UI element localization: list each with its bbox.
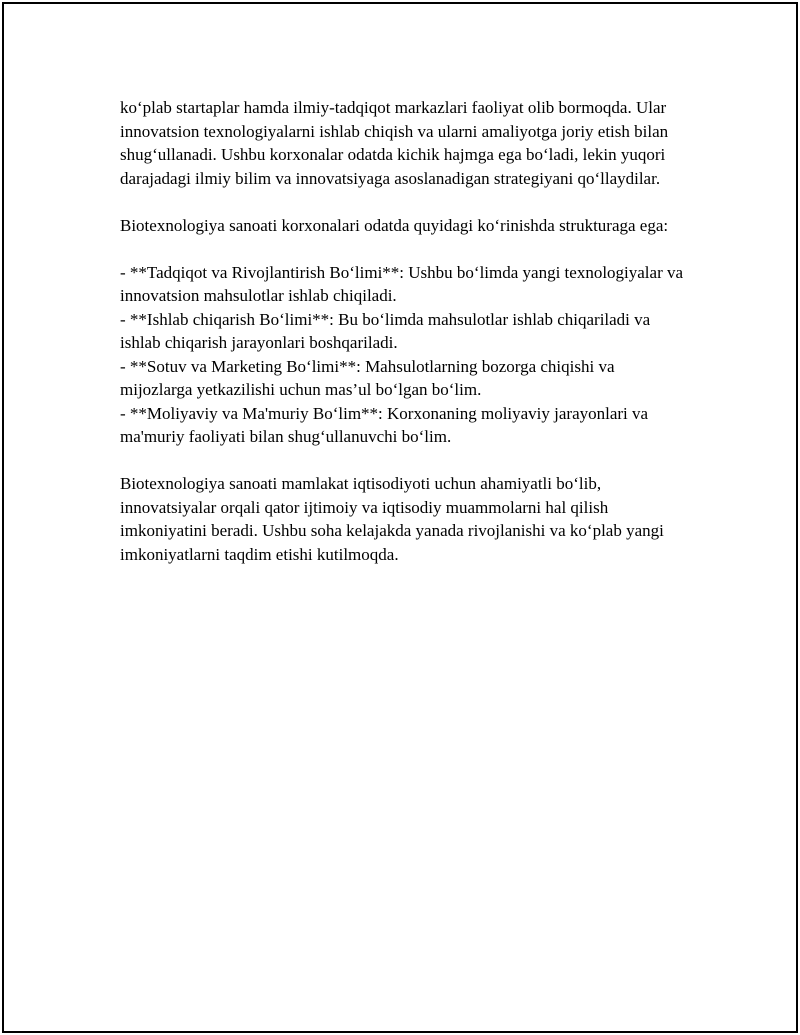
page-content	[120, 96, 690, 590]
department-list	[120, 261, 690, 449]
list-item-finance-admin: - **Moliyaviy va Ma'muriy Bo‘lim**: Korxonaning moliyaviy jarayonlari va ma'muriy faoliyati bilan shug‘ullanuvchi bo‘lim.	[120, 403, 649, 446]
paragraph-structure-intro: Biotexnologiya sanoati korxonalari odatda quyidagi ko‘rinishda strukturaga ega:	[120, 215, 669, 235]
list-item-sales-marketing: - **Sotuv va Marketing Bo‘limi**: Mahsulotlarning bozorga chiqishi va mijozlarga yetkazilishi uchun mas’ul bo‘lgan bo‘lim.	[120, 356, 615, 399]
list-item-rnd: - **Tadqiqot va Rivojlantirish Bo‘limi**: Ushbu bo‘limda yangi texnologiyalar va innovatsion mahsulotlar ishlab chiqiladi.	[120, 262, 684, 305]
paragraph-startups: ko‘plab startaplar hamda ilmiy-tadqiqot markazlari faoliyat olib bormoqda. Ular innovatsion texnologiyalarni ishlab chiqish va ularni amaliyotga joriy etish bilan shug‘ullanadi. Ushbu korxonalar odatda kichik hajmga ega bo‘ladi, lekin yuqori darajadagi ilmiy bilim va innovatsiyaga asoslanadigan strategiyani qo‘llaydilar.	[120, 98, 669, 188]
list-item-production: - **Ishlab chiqarish Bo‘limi**: Bu bo‘limda mahsulotlar ishlab chiqariladi va ishlab chiqarish jarayonlari boshqariladi.	[120, 309, 651, 352]
paragraph-conclusion: Biotexnologiya sanoati mamlakat iqtisodiyoti uchun ahamiyatli bo‘lib, innovatsiyalar orqali qator ijtimoiy va iqtisodiy muammolarni hal qilish imkoniyatini beradi. Ushbu soha kelajakda yanada rivojlanishi va ko‘plab yangi imkoniyatlarni taqdim etishi kutilmoqda.	[120, 474, 664, 564]
page-frame	[2, 2, 798, 1033]
